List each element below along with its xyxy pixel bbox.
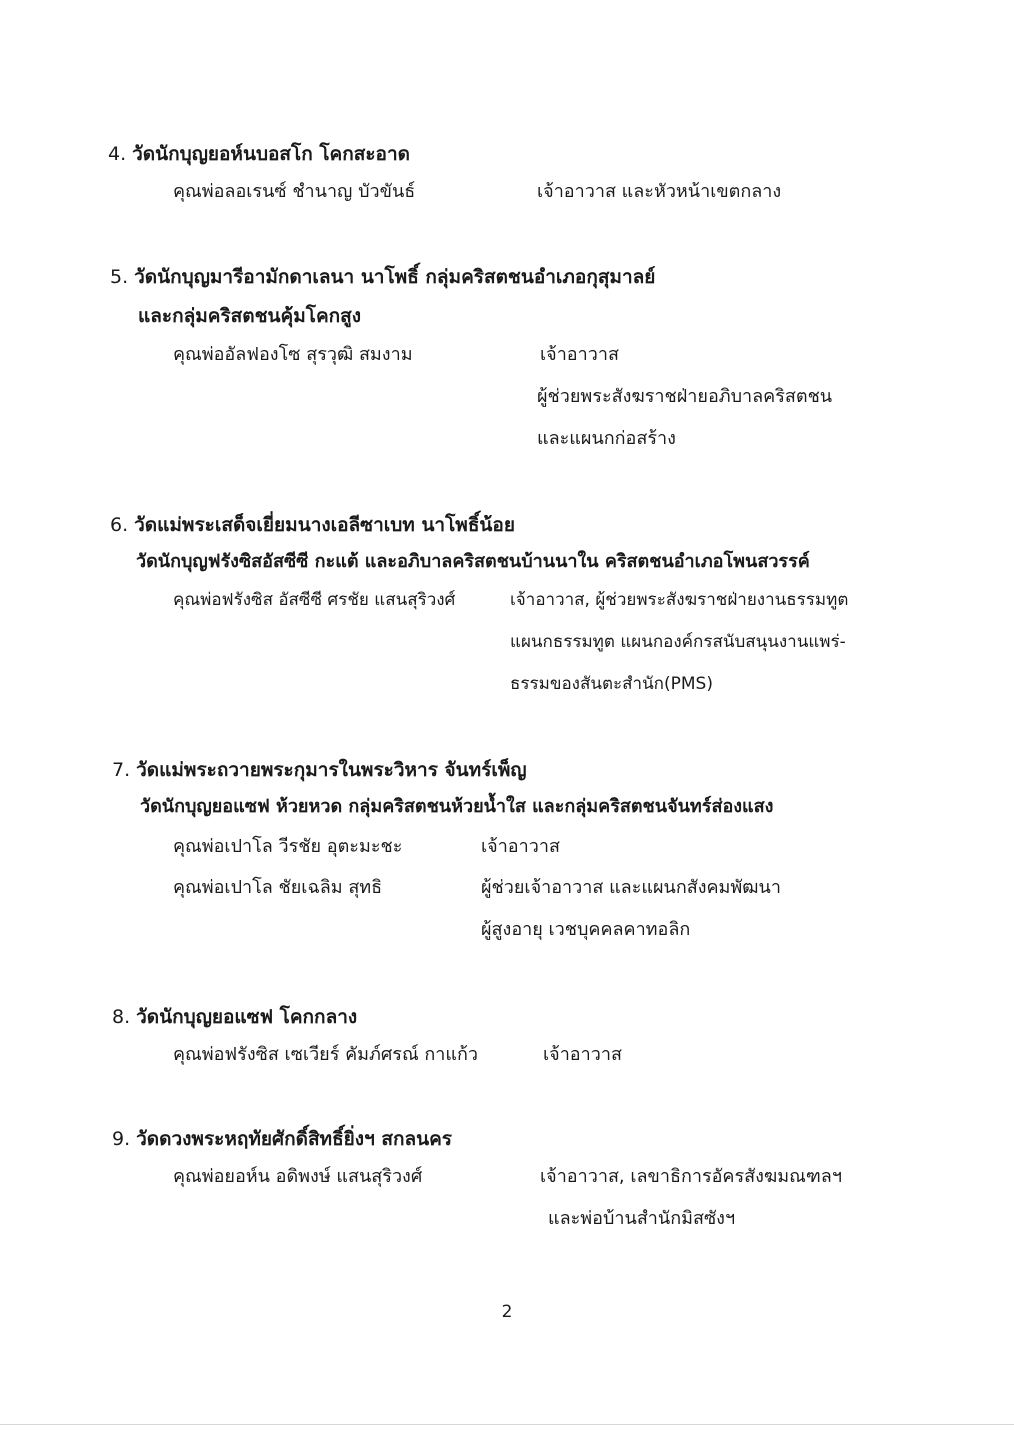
entry-name: คุณพ่อเปาโล วีรชัย อุตะมะชะ — [173, 836, 403, 857]
section-number: 6. — [110, 514, 129, 536]
page-edge-divider — [0, 1424, 1014, 1425]
page-number: 2 — [501, 1302, 513, 1322]
section-5-heading — [110, 268, 655, 287]
entry-role: ผู้ช่วยเจ้าอาวาส และแผนกสังคมพัฒนา — [481, 877, 781, 898]
entry-name: คุณพ่อฟรังซิส อัสซีซี ศรชัย แสนสุริวงศ์ — [173, 590, 456, 610]
entry-name: คุณพ่อยอห์น อดิพงษ์ แสนสุริวงศ์ — [173, 1166, 423, 1187]
section-title: วัดนักบุญยอแซฟ โคกกลาง — [136, 1006, 358, 1028]
entry-role: ธรรมของสันตะสำนัก(PMS) — [510, 674, 713, 694]
entry-role: แผนกธรรมทูต แผนกองค์กรสนับสนุนงานแพร่- — [510, 632, 846, 652]
entry-name: คุณพ่ออัลฟองโซ สุรวุฒิ สมงาม — [173, 344, 413, 365]
entry-name: คุณพ่อฟรังซิส เซเวียร์ คัมภ์ศรณ์ กาแก้ว — [173, 1044, 479, 1065]
entry-role: เจ้าอาวาส และหัวหน้าเขตกลาง — [537, 181, 782, 202]
entry-role: และแผนกก่อสร้าง — [537, 428, 676, 449]
section-number: 8. — [112, 1006, 131, 1028]
section-number: 7. — [112, 759, 131, 781]
section-title: วัดนักบุญยอห์นบอสโก โคกสะอาด — [132, 143, 410, 165]
entry-role: ผู้ช่วยพระสังฆราชฝ่ายอภิบาลคริสตชน — [537, 386, 833, 407]
section-6-subtitle: วัดนักบุญฟรังซิสอัสซีซี กะแต้ และอภิบาลคริสตชนบ้านนาใน คริสตชนอำเภอโพนสวรรค์ — [136, 551, 810, 572]
entry-role: เจ้าอาวาส — [540, 344, 619, 365]
entry-role: และพ่อบ้านสำนักมิสซังฯ — [548, 1208, 736, 1229]
entry-role: เจ้าอาวาส, เลขาธิการอัครสังฆมณฑลฯ — [540, 1166, 842, 1187]
entry-role: เจ้าอาวาส, ผู้ช่วยพระสังฆราชฝ่ายงานธรรมทูต — [510, 590, 849, 610]
entry-role: เจ้าอาวาส — [543, 1044, 622, 1065]
entry-name: คุณพ่อเปาโล ชัยเฉลิม สุทธิ — [173, 877, 383, 898]
section-8-heading — [112, 1008, 357, 1027]
section-4-heading — [108, 145, 410, 164]
section-7-heading — [112, 761, 527, 780]
section-5-subtitle: และกลุ่มคริสตชนคุ้มโคกสูง — [138, 305, 362, 327]
section-title: วัดแม่พระถวายพระกุมารในพระวิหาร จันทร์เพ็ญ — [136, 759, 527, 781]
entry-name: คุณพ่อลอเรนซ์ ชำนาญ บัวขันธ์ — [173, 181, 416, 202]
entry-role: เจ้าอาวาส — [481, 836, 560, 857]
entry-role: ผู้สูงอายุ เวชบุคคลคาทอลิก — [481, 919, 691, 940]
section-title: วัดแม่พระเสด็จเยี่ยมนางเอลีซาเบท นาโพธิ์น้อย — [134, 514, 515, 536]
section-number: 4. — [108, 143, 127, 165]
section-title: วัดดวงพระหฤทัยศักดิ์สิทธิ์ยิ่งฯ สกลนคร — [136, 1128, 453, 1150]
section-title: วัดนักบุญมารีอามักดาเลนา นาโพธิ์ กลุ่มคริสตชนอำเภอกุสุมาลย์ — [134, 266, 656, 288]
section-6-heading — [110, 516, 515, 535]
section-7-subtitle: วัดนักบุญยอแซฟ ห้วยหวด กลุ่มคริสตชนห้วยน้ำใส และกลุ่มคริสตชนจันทร์ส่องแสง — [140, 796, 774, 817]
section-9-heading — [112, 1130, 452, 1149]
section-number: 5. — [110, 266, 129, 288]
section-number: 9. — [112, 1128, 131, 1150]
